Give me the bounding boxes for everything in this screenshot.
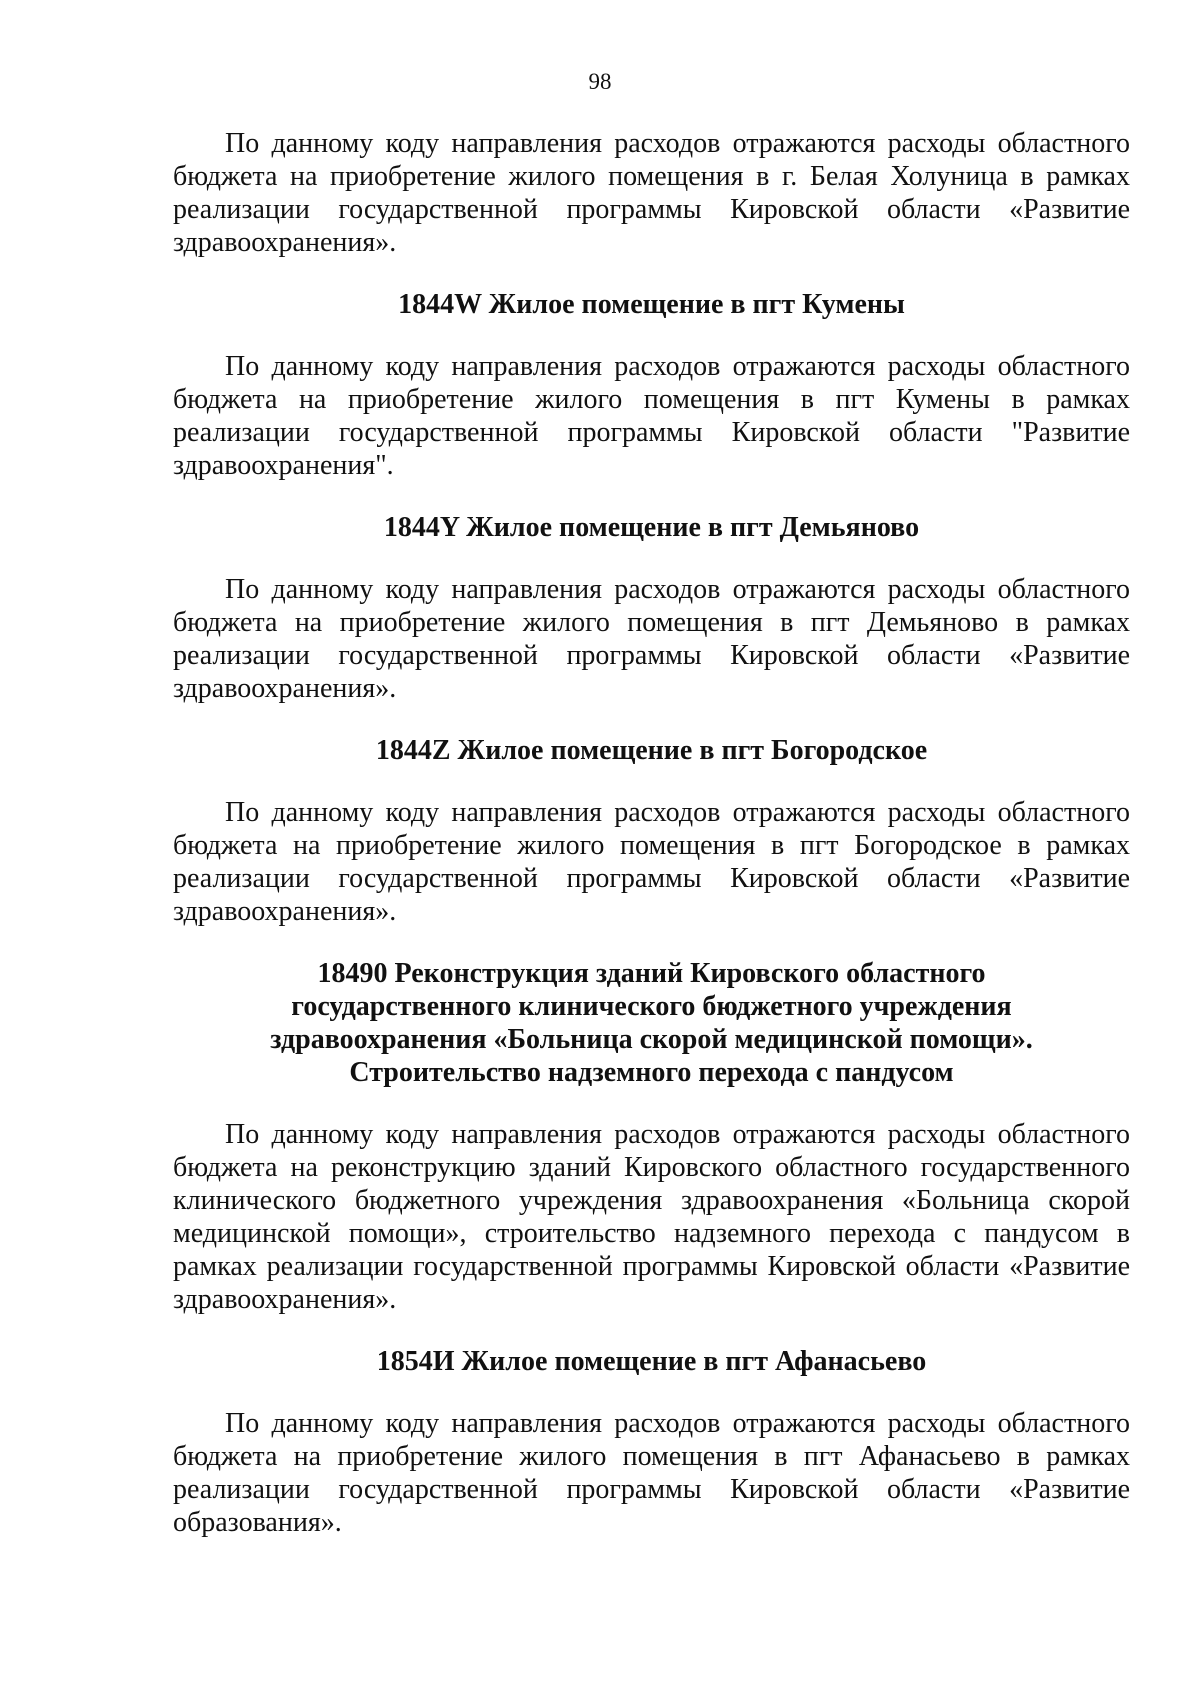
heading-line: 1844Z Жилое помещение в пгт Богородское bbox=[375, 735, 928, 766]
section-heading-18490 bbox=[173, 957, 1130, 1089]
section-heading-1854i bbox=[173, 1345, 1130, 1378]
document-body bbox=[173, 127, 1130, 1539]
section-heading-1844y bbox=[173, 511, 1130, 544]
paragraph-3: По данному коду направления расходов отражаются расходы областного бюджета на приобретение жилого помещения в пгт Демьяново в рамках реализации государственной программы Кировской области «Развитие здравоохранения». bbox=[173, 574, 1130, 704]
heading-line: государственного клинического бюджетного учреждения bbox=[291, 991, 1012, 1022]
paragraph-5: По данному коду направления расходов отражаются расходы областного бюджета на реконструкцию зданий Кировского областного государственного клинического бюджетного учреждения здравоохранения «Больница скорой медицинской помощи», строительство надземного перехода с пандусом в рамках реализации государственной программы Кировской области «Развитие здравоохранения». bbox=[173, 1119, 1130, 1315]
section-heading-1844w bbox=[173, 288, 1130, 321]
paragraph-6: По данному коду направления расходов отражаются расходы областного бюджета на приобретение жилого помещения в пгт Афанасьево в рамках реализации государственной программы Кировской области «Развитие образования». bbox=[173, 1408, 1130, 1538]
paragraph-1: По данному коду направления расходов отражаются расходы областного бюджета на приобретение жилого помещения в г. Белая Холуница в рамках реализации государственной программы Кировской области «Развитие здравоохранения». bbox=[173, 128, 1130, 258]
heading-line: 1854И Жилое помещение в пгт Афанасьево bbox=[376, 1346, 927, 1377]
heading-line: 1844W Жилое помещение в пгт Кумены bbox=[398, 289, 905, 320]
page-number: 98 bbox=[588, 69, 612, 94]
heading-line: 1844Y Жилое помещение в пгт Демьяново bbox=[383, 512, 920, 543]
heading-line: 18490 Реконструкция зданий Кировского областного bbox=[317, 958, 986, 989]
paragraph-4: По данному коду направления расходов отражаются расходы областного бюджета на приобретение жилого помещения в пгт Богородское в рамках реализации государственной программы Кировской области «Развитие здравоохранения». bbox=[173, 797, 1130, 927]
paragraph-2: По данному коду направления расходов отражаются расходы областного бюджета на приобретение жилого помещения в пгт Кумены в рамках реализации государственной программы Кировской области "Развитие здравоохранения". bbox=[173, 351, 1130, 481]
heading-line: здравоохранения «Больница скорой медицинской помощи». bbox=[270, 1024, 1033, 1055]
heading-line: Строительство надземного перехода с пандусом bbox=[349, 1057, 954, 1088]
section-heading-1844z bbox=[173, 734, 1130, 767]
